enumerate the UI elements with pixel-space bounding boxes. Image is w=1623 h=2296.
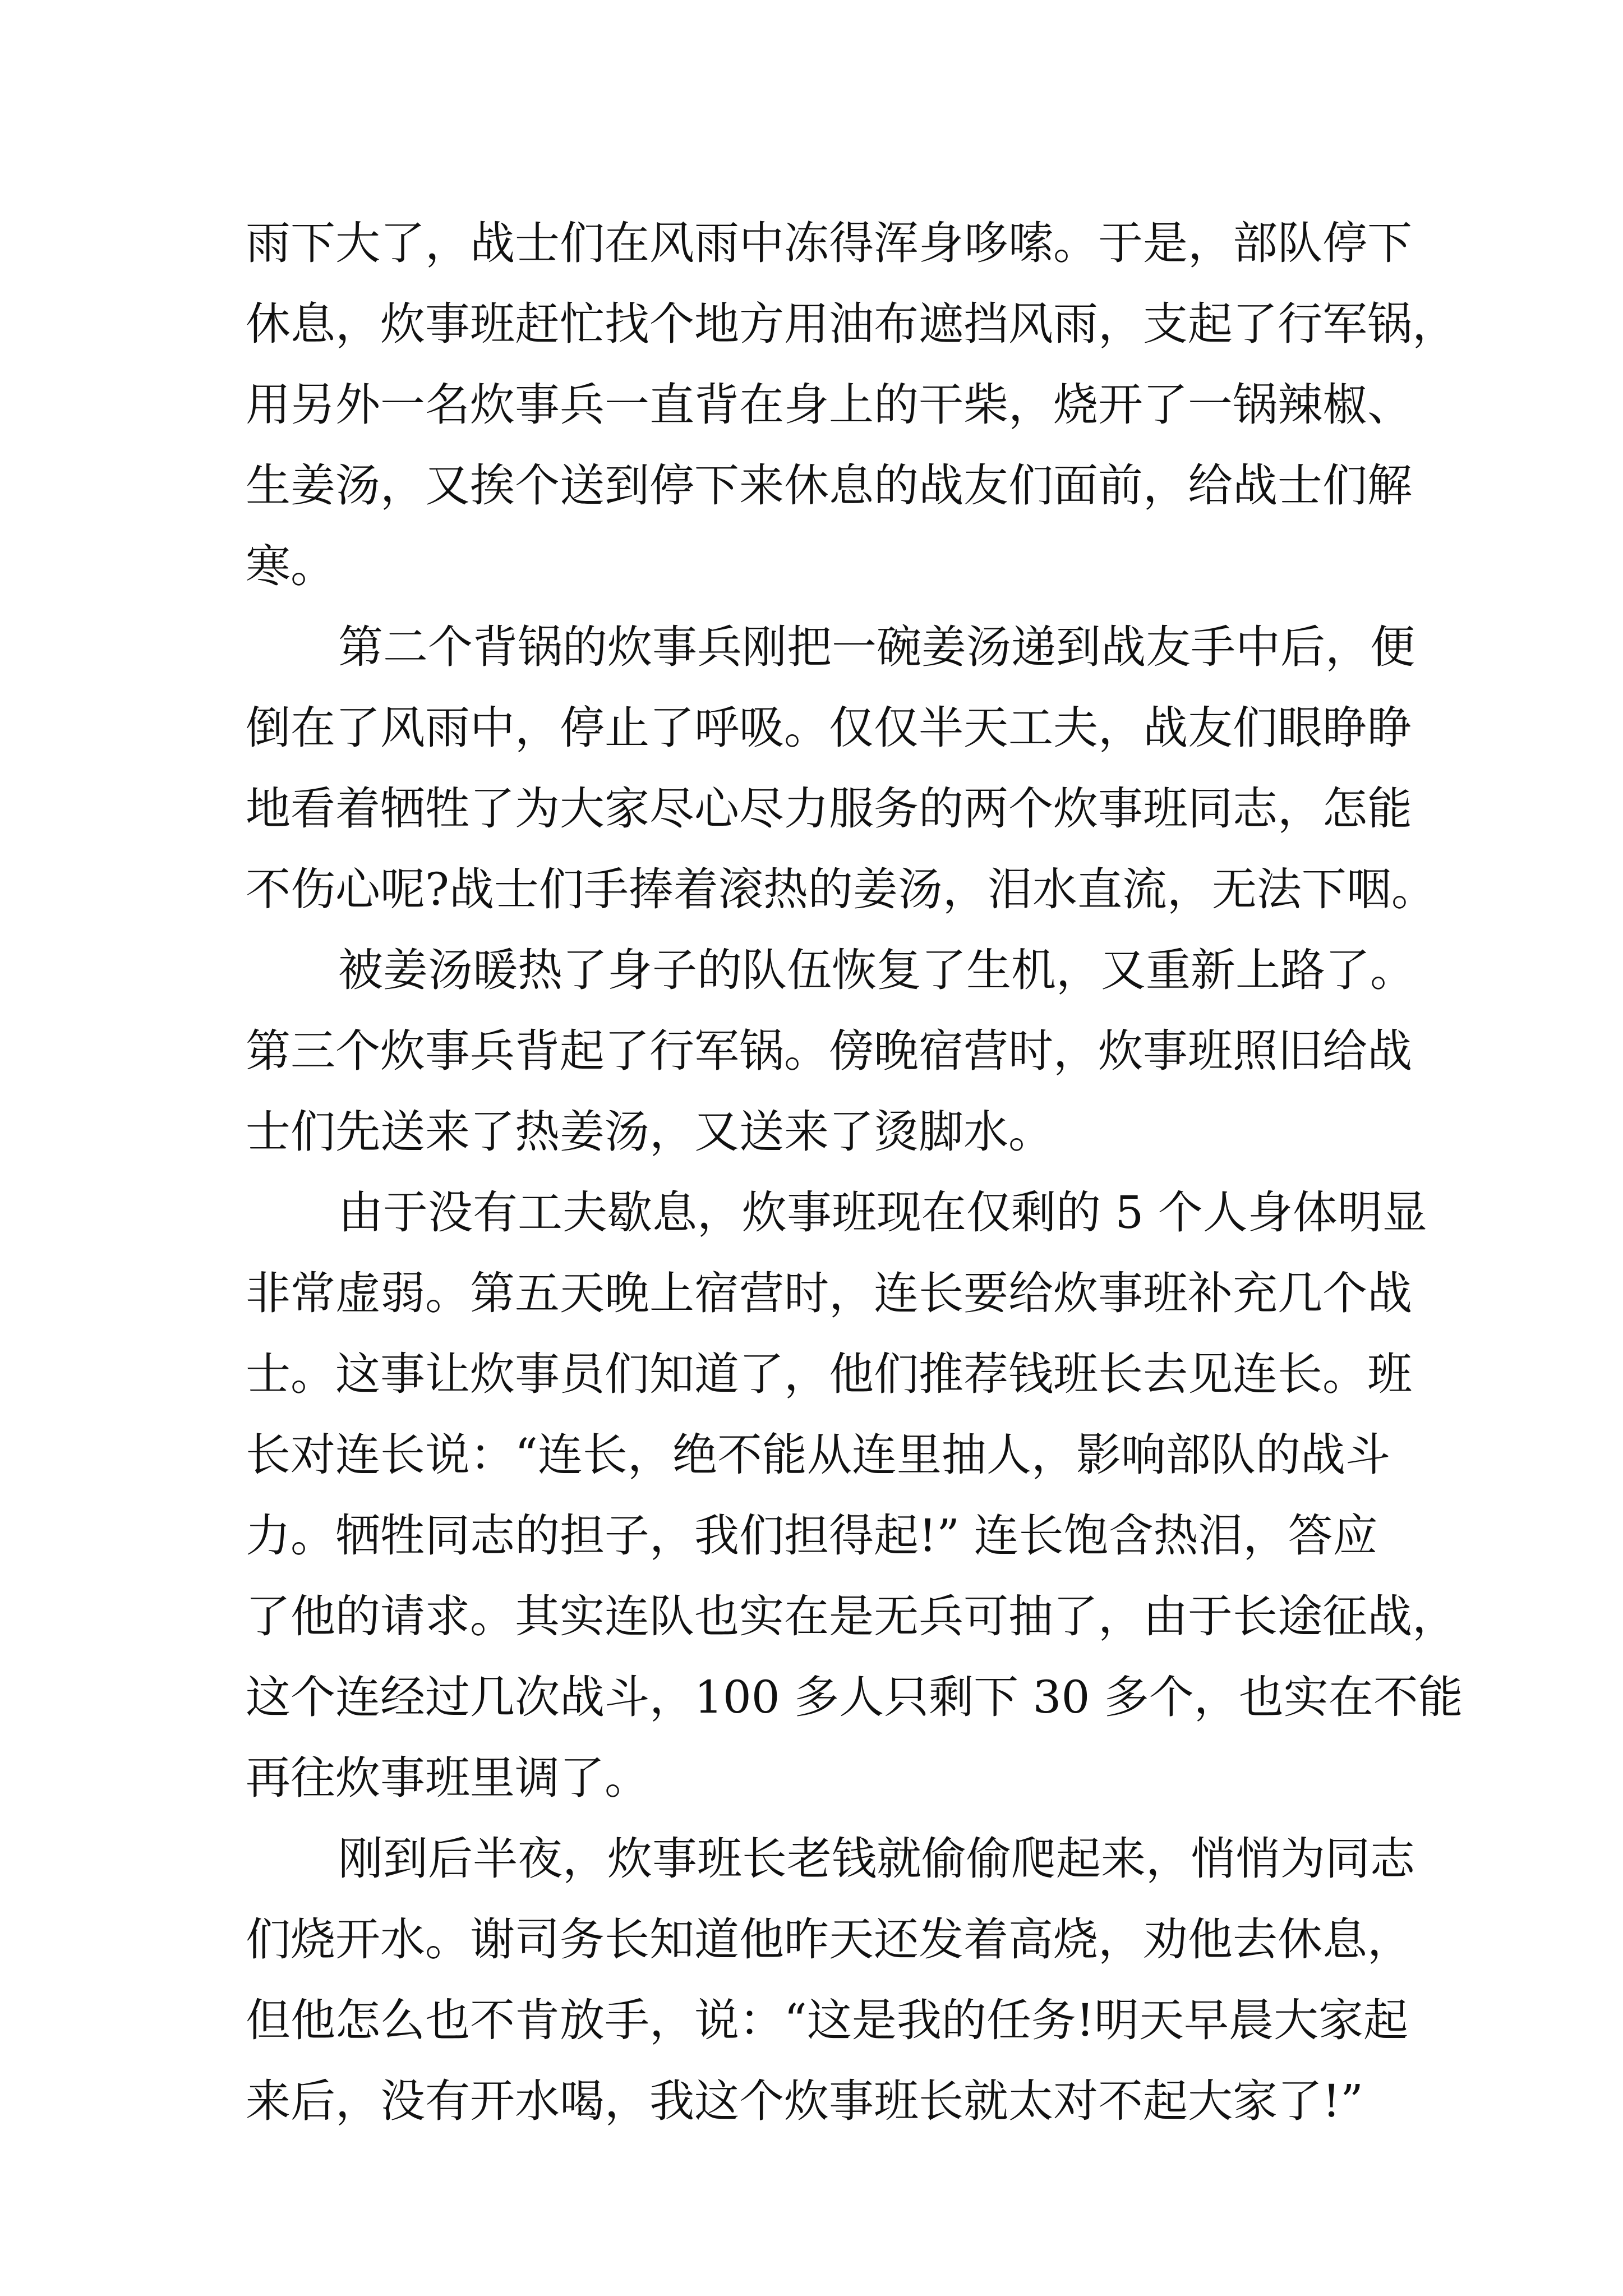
text-line: 士们先送来了热姜汤，又送来了烫脚水。 [246, 1106, 1053, 1158]
text-line: 力。牺牲同志的担子，我们担得起!” 连长饱含热泪，答应 [246, 1510, 1378, 1562]
text-line: 休息，炊事班赶忙找个地方用油布遮挡风雨，支起了行军锅， [246, 298, 1457, 350]
text-line: 长对连长说：“连长，绝不能从连里抽人，影响部队的战斗 [246, 1429, 1390, 1481]
text-line: 但他怎么也不肯放手，说：“这是我的任务!明天早晨大家起 [246, 1994, 1409, 2046]
text-line: 生姜汤，又挨个送到停下来休息的战友们面前，给战士们解 [246, 459, 1412, 512]
text-line: 了他的请求。其实连队也实在是无兵可抽了，由于长途征战， [246, 1590, 1457, 1642]
text-line: 这个连经过几次战斗，100 多人只剩下 30 多个，也实在不能 [246, 1671, 1463, 1723]
text-line: 非常虚弱。第五天晚上宿营时，连长要给炊事班补充几个战 [246, 1267, 1412, 1319]
document-body [246, 203, 1463, 2142]
text-line: 倒在了风雨中，停止了呼吸。仅仅半天工夫，战友们眼睁睁 [246, 702, 1412, 754]
text-line: 们烧开水。谢司务长知道他昨天还发着高烧，劝他去休息， [246, 1913, 1412, 1966]
paragraph-start-line: 刚到后半夜，炊事班长老钱就偷偷爬起来，悄悄为同志 [338, 1833, 1415, 1885]
paragraph-start-line: 第二个背锅的炊事兵刚把一碗姜汤递到战友手中后，便 [338, 621, 1415, 673]
text-line: 用另外一名炊事兵一直背在身上的干柴，烧开了一锅辣椒、 [246, 379, 1412, 431]
text-line: 地看着牺牲了为大家尽心尽力服务的两个炊事班同志，怎能 [246, 783, 1412, 835]
text-line: 寒。 [246, 540, 335, 592]
text-line: 来后，没有开水喝，我这个炊事班长就太对不起大家了!” [246, 2075, 1364, 2127]
text-line: 再往炊事班里调了。 [246, 1752, 649, 1804]
paragraph-start-line: 被姜汤暖热了身子的队伍恢复了生机，又重新上路了。 [338, 944, 1415, 996]
text-line: 雨下大了，战士们在风雨中冻得浑身哆嗦。于是，部队停下 [246, 217, 1412, 269]
text-line: 士。这事让炊事员们知道了，他们推荐钱班长去见连长。班 [246, 1348, 1412, 1400]
paragraph-start-line: 由于没有工夫歇息，炊事班现在仅剩的 5 个人身体明显 [338, 1186, 1427, 1239]
text-line: 不伤心呢?战士们手捧着滚热的姜汤，泪水直流，无法下咽。 [246, 863, 1436, 915]
text-line: 第三个炊事兵背起了行军锅。傍晚宿营时，炊事班照旧给战 [246, 1025, 1412, 1077]
